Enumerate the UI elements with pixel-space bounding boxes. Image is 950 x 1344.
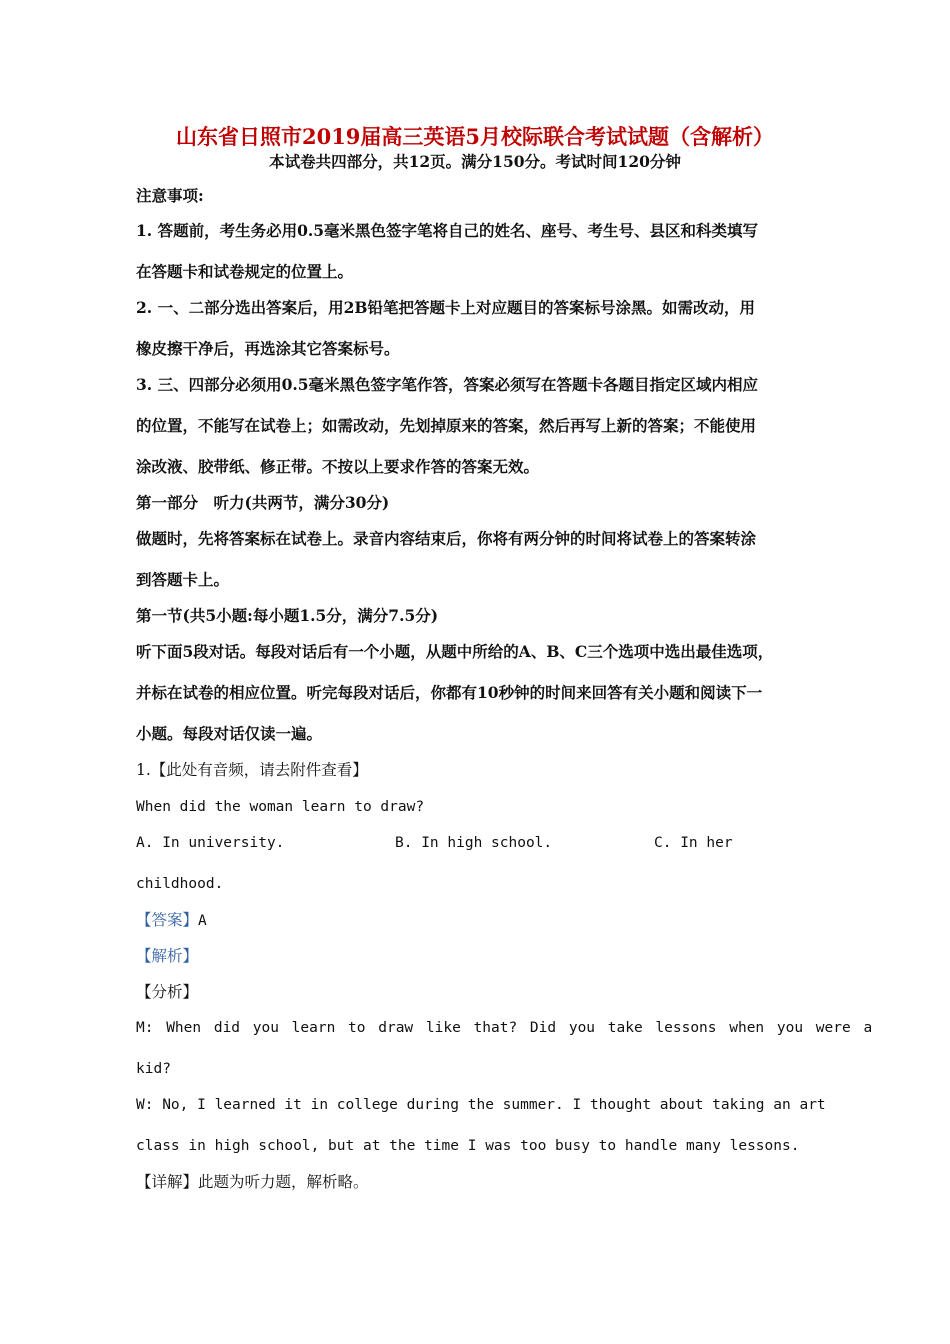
part1-intro-line-1: 做题时，先将答案标在试卷上。录音内容结束后，你将有两分钟的时间将试卷上的答案转涂 — [136, 529, 757, 548]
answer-value: A — [198, 913, 207, 929]
section1-line-3: 小题。每段对话仅读一遍。 — [136, 724, 323, 743]
notice-item-2-line-1: 2. 一、二部分选出答案后，用2B铅笔把答题卡上对应题目的答案标号涂黑。如需改动，用 — [136, 298, 755, 317]
section1-heading: 第一节(共5小题:每小题1.5分，满分7.5分) — [136, 606, 439, 625]
question1-option-b: B. In high school. — [395, 835, 553, 851]
notice-heading: 注意事项: — [136, 186, 204, 205]
document-subtitle: 本试卷共四部分，共12页。满分150分。考试时间120分钟 — [269, 152, 681, 171]
part1-heading: 第一部分 听力(共两节，满分30分) — [136, 493, 390, 512]
dialogue-m-line-2: kid? — [136, 1061, 171, 1077]
document-title: 山东省日照市2019届高三英语5月校际联合考试试题（含解析） — [175, 124, 775, 149]
analysis-tag: 【解析】 — [136, 947, 199, 965]
question1-audio-note: 1.【此处有音频，请去附件查看】 — [136, 761, 368, 779]
question1-option-a: A. In university. — [136, 835, 285, 851]
notice-item-3-line-2: 的位置，不能写在试卷上；如需改动，先划掉原来的答案，然后再写上新的答案；不能使用 — [136, 416, 757, 435]
answer-tag: 【答案】 — [136, 911, 199, 929]
question1-option-c-continued: childhood. — [136, 876, 224, 892]
detail-note: 【详解】此题为听力题，解析略。 — [136, 1173, 369, 1191]
notice-item-2-line-2: 橡皮擦干净后，再选涂其它答案标号。 — [136, 339, 400, 358]
fenxi-tag: 【分析】 — [136, 983, 199, 1001]
section1-line-2: 并标在试卷的相应位置。听完每段对话后，你都有10秒钟的时间来回答有关小题和阅读下一 — [136, 683, 763, 702]
notice-item-3-line-1: 3. 三、四部分必须用0.5毫米黑色签字笔作答，答案必须写在答题卡各题目指定区域内相应 — [136, 375, 759, 394]
dialogue-w-line-1: W: No, I learned it in college during the summer. I thought about taking an art — [136, 1097, 826, 1113]
dialogue-w-line-2: class in high school, but at the time I was too busy to handle many lessons. — [136, 1138, 800, 1154]
part1-intro-line-2: 到答题卡上。 — [136, 570, 230, 589]
section1-line-1: 听下面5段对话。每段对话后有一个小题，从题中所给的A、B、C三个选项中选出最佳选项， — [136, 642, 774, 661]
question1-option-c: C. In her — [654, 835, 733, 851]
notice-item-1-line-1: 1. 答题前，考生务必用0.5毫米黑色签字笔将自己的姓名、座号、考生号、县区和科类填写 — [136, 221, 759, 240]
dialogue-m-line-1: M: When did you learn to draw like that? Did you take lessons when you were a — [136, 1020, 873, 1036]
notice-item-1-line-2: 在答题卡和试卷规定的位置上。 — [136, 262, 354, 281]
question1-text: When did the woman learn to draw? — [136, 799, 425, 815]
answer-line — [136, 910, 207, 931]
notice-item-3-line-3: 涂改液、胶带纸、修正带。不按以上要求作答的答案无效。 — [136, 457, 540, 476]
